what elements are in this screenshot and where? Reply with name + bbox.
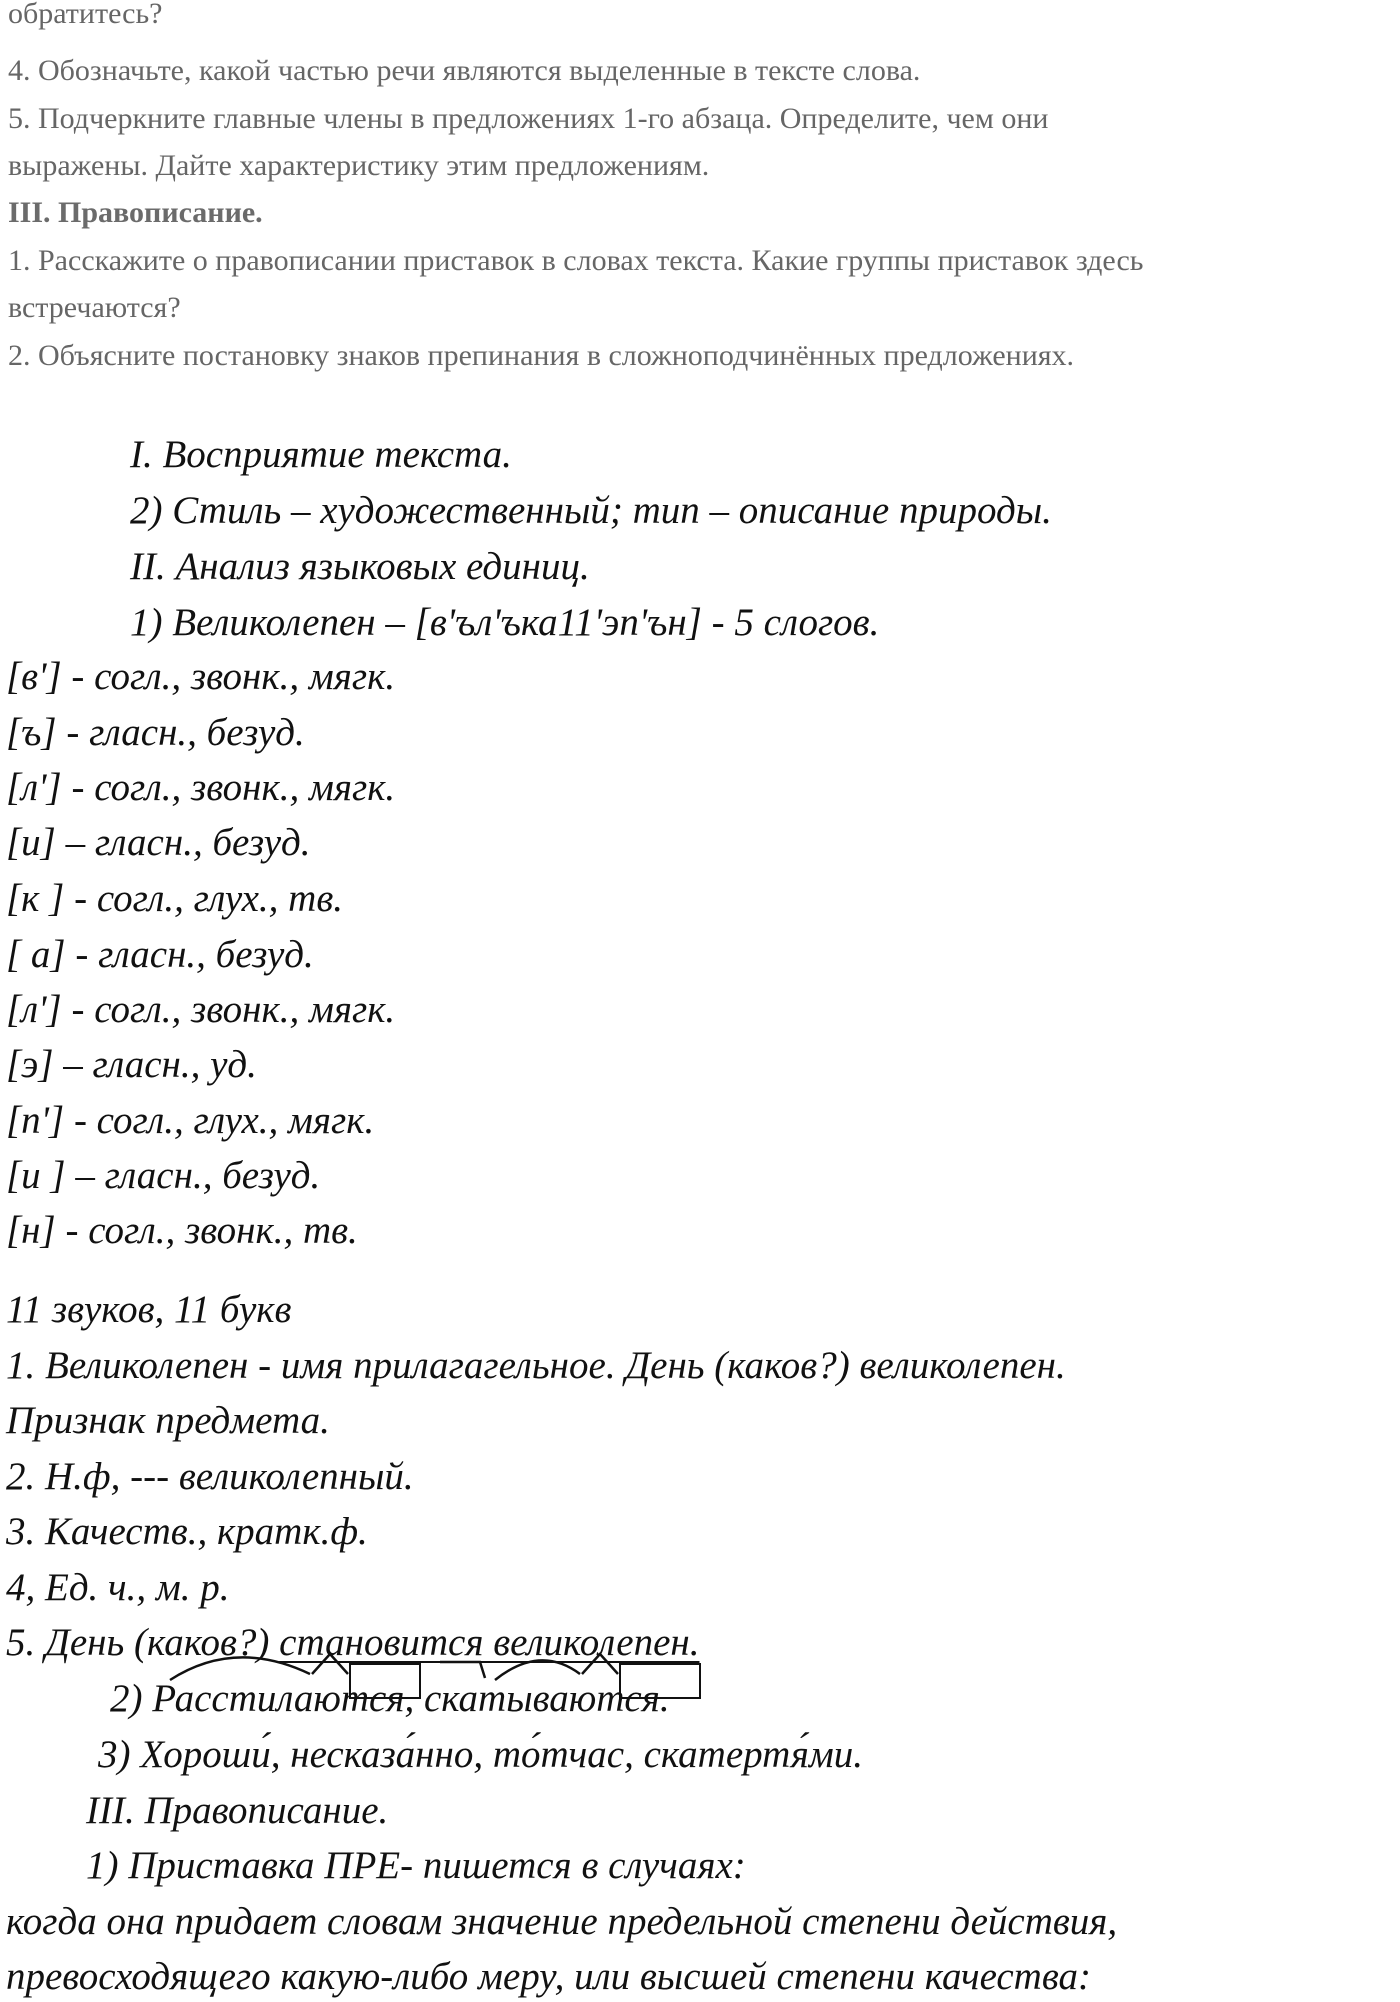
point-5-prefix: 5. День (каков?) — [6, 1621, 280, 1664]
morph-line: Признак предмета. — [6, 1399, 330, 1442]
sound-count: 11 звуков, 11 букв — [6, 1288, 292, 1331]
prefix-rule-text: когда она придает словам значение предельной степени действия, — [6, 1900, 1118, 1943]
task-4: 4. Обозначьте, какой частью речи являются выделенные в тексте слова. — [8, 54, 921, 87]
sound-line: [л'] - согл., звонк., мягк. — [6, 766, 396, 809]
answer-style-line: 2) Стиль – художественный; тип – описание природы. — [130, 489, 1052, 532]
sound-line: [ъ] - гласн., безуд. — [6, 711, 305, 754]
task-5: 5. Подчеркните главные члены в предложениях 1-го абзаца. Определите, чем они — [8, 102, 1049, 135]
sound-line: [л'] - согл., звонк., мягк. — [6, 988, 396, 1031]
sound-line: [н] - согл., звонк., тв. — [6, 1209, 358, 1252]
task-5-continuation: выражены. Дайте характеристику этим предложениям. — [8, 149, 710, 182]
task-section-heading: III. Правописание. — [8, 196, 263, 229]
answer-section-1-title: I. Восприятие текста. — [130, 433, 512, 476]
task-1-continuation: встречаются? — [8, 291, 181, 324]
sound-line: [и] – гласн., безуд. — [6, 821, 311, 864]
sound-line: [к ] - согл., глух., тв. — [6, 877, 344, 920]
morph-point-5 — [6, 1618, 700, 1668]
point-5-underlined: становится великолепен. — [279, 1621, 700, 1664]
morph-line: 4, Ед. ч., м. р. — [6, 1566, 230, 1609]
sound-line: [и ] – гласн., безуд. — [6, 1154, 321, 1197]
answer-phonetic-intro: 1) Великолепен – [в'ъл'ъка11'эп'ън] - 5 слогов. — [130, 601, 880, 644]
task-1: 1. Расскажите о правописании приставок в словах текста. Какие группы приставок здесь — [8, 244, 1144, 277]
prefix-rule-title: 1) Приставка ПРЕ- пишется в случаях: — [86, 1844, 746, 1887]
answer-section-3-title: III. Правописание. — [86, 1789, 389, 1832]
morph-line: 3. Качеств., кратк.ф. — [6, 1510, 368, 1553]
prefix-rule-text: превосходящего какую-либо меру, или высшей степени качества: — [6, 1955, 1091, 1998]
morph-line: 2. Н.ф, --- великолепный. — [6, 1455, 414, 1498]
answer-section-2-title: II. Анализ языковых единиц. — [130, 545, 590, 588]
sound-line: [в'] - согл., звонк., мягк. — [6, 655, 396, 698]
sound-line: [ а] - гласн., безуд. — [6, 933, 314, 976]
stress-words-line: 3) Хороши́, несказа́нно, то́тчас, скатертя́ми. — [98, 1733, 864, 1776]
sound-line: [п'] - согл., глух., мягк. — [6, 1099, 375, 1142]
sound-line: [э] – гласн., уд. — [6, 1043, 257, 1086]
task-line-continuation: обратитесь? — [8, 0, 163, 30]
task-2: 2. Объясните постановку знаков препинания в сложноподчинённых предложениях. — [8, 339, 1075, 372]
morph-line: 1. Великолепен - имя прилагагельное. День (каков?) великолепен. — [6, 1344, 1066, 1387]
word-structure-line: 2) Расстилаются, скатываются. — [110, 1677, 670, 1720]
